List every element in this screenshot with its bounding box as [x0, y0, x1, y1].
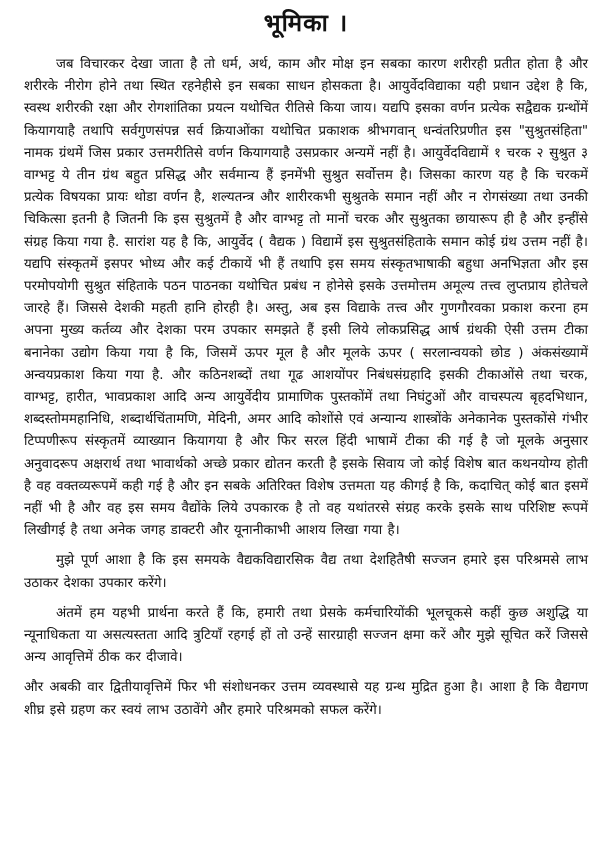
paragraph-hope: मुझे पूर्ण आशा है कि इस समयके वैद्यकविद्यारसिक वैद्य तथा देशहितैषी सज्जन हमारे इस परिश्रमसे लाभ उठाकर देशका उपकार करेंगे। [24, 553, 588, 591]
paragraph-apology: अंतमें हम यहभी प्रार्थना करते हैं कि, हमारी तथा प्रेसके कर्मचारियोंकी भूलचूकसे कहीं कुछ अशुद्धि या न्यूनाधिकता या असत्यस्तता आदि त्रुटियाँ रहगई हों तो उन्हें सारग्राही सज्जन क्षमा करें और मुझे सूचित करें जिससे अन्य आवृत्तिमें ठीक कर दीजावे। [24, 605, 588, 666]
paragraph-introduction: जब विचारकर देखा जाता है तो धर्म, अर्थ, काम और मोक्ष इन सबका कारण शरीरही प्रतीत होता है और शरीरके नीरोग होने तथा स्थित रहनेहीसे इन सबका साधन होसकता है। आयुर्वेदविद्याका यही प्रधान उद्देश है कि, स्वस्थ शरीरकी रक्षा और रोगशांतिका प्रयत्न यथोचित रीतिसे किया जाय। यद्यपि इसका वर्णन प्रत्येक सद्वैद्यक ग्रन्थोंमें कियागयाहै तथापि सर्वगुणसंपन्न सर्व क्रियाओंका यथोचित प्रकाशक श्रीभगवान् धन्वंतरिप्रणीत इस "सुश्रुतसंहिता" नामक ग्रंथमें जिस प्रकार उत्तमरीतिसे वर्णन कियागयाहै उसप्रकार अन्यमें नहीं है। आयुर्वेदविद्यामें १ चरक २ सुश्रुत ३ वाग्भट्ट ये तीन ग्रंथ बहुत प्रसिद्ध और सर्वमान्य हैं इनमेंभी सुश्रुत सर्वोत्तम है। जिसका कारण यह है कि चरकमें प्रत्येक विषयका प्रायः थोडा वर्णन है, शल्यतन्त्र और शारीरकभी सुश्रुतके समान नहीं और न रोगसंख्या तथा उनकी चिकित्सा इतनी है जितनी कि इस सुश्रुतमें है और वाग्भट्ट तो मानों चरक और सुश्रुतका छायारूप ही है और इन्हींसे संग्रह किया गया है. सारांश यह है कि, आयुर्वेद ( वैद्यक ) विद्यामें इस सुश्रुतसंहिताके समान कोई ग्रंथ उत्तम नहीं है। यद्यपि संस्कृतमें इसपर भोध्य और कई टीकायें भी हैं तथापि इस समय संस्कृतभाषाकी बहुधा अनभिज्ञता और इस परमोपयोगी सुश्रुत संहिताके पठन पाठनका यथोचित प्रबंध न होनेसे इसके उत्तमोत्तम अमूल्य तत्त्व लुप्तप्राय होतेचले जारहे हैं। जिससे देशकी महती हानि होरही है। अस्तु, अब इस विद्याके तत्त्व और गुणगौरवका प्रकाश करना हम अपना मुख्य कर्तव्य और देशका परम उपकार समझते हैं इसी लिये लोकप्रसिद्ध आर्ष ग्रंथकी ऐसी उत्तम टीका बनानेका उद्योग किया गया है कि, जिसमें ऊपर मूल है और मूलके ऊपर ( सरलान्वयको छोड ) अंकसंख्यामें अन्वयप्रकाश किया गया है. और कठिनशब्दों तथा गूढ आशयोंपर निबंधसंग्रहादि इसकी टीकाओंसे तथा चरक, वाग्भट्ट, हारीत, भावप्रकाश आदि अन्य आयुर्वेदीय प्रामाणिक पुस्तकोंमें तथा निघंटुओं और वाचस्पत्य बृहदभिधान, शब्दस्तोममहानिधि, शब्दार्थचिंतामणि, मेदिनी, अमर आदि कोशोंसे एवं अन्यान्य शास्त्रोंके अनेकानेक पुस्तकोंसे गंभीर टिप्पणीरूप संस्कृतमें व्याख्यान कियागया है और फिर सरल हिंदी भाषामें टीका की गई है जो मूलके अनुसार अनुवादरूप अक्षरार्थ तथा भावार्थको अच्छे प्रकार द्योतन करती है इसके सिवाय जो कोई विशेष बात कथनयोग्य होती है वह वक्तव्यरूपमें कही गई है और इन सबके अतिरिक्त विशेष उत्तमता यह कीगई है कि, कदाचित् कोई बात इसमें नहीं भी है और वह इस समय वैद्योंके लिये उपकारक है तो वह यथांतरसे संग्रह करके इसके साथ परिशिष्ट रूपमें लिखीगई है तथा अनेक जगह डाक्टरी और यूनानीकाभी आशय लिखा गया है। [24, 57, 588, 539]
page-title: भूमिका । [263, 9, 349, 37]
paragraph-second-edition: और अबकी वार द्वितीयावृत्तिमें फिर भी संशोधनकर उत्तम व्यवस्थासे यह ग्रन्थ मुद्रित हुआ है। आशा है कि वैद्यगण शीघ्र इसे ग्रहण कर स्वयं लाभ उठावेंगे और हमारे परिश्रमको सफल करेंगे। [24, 680, 588, 718]
